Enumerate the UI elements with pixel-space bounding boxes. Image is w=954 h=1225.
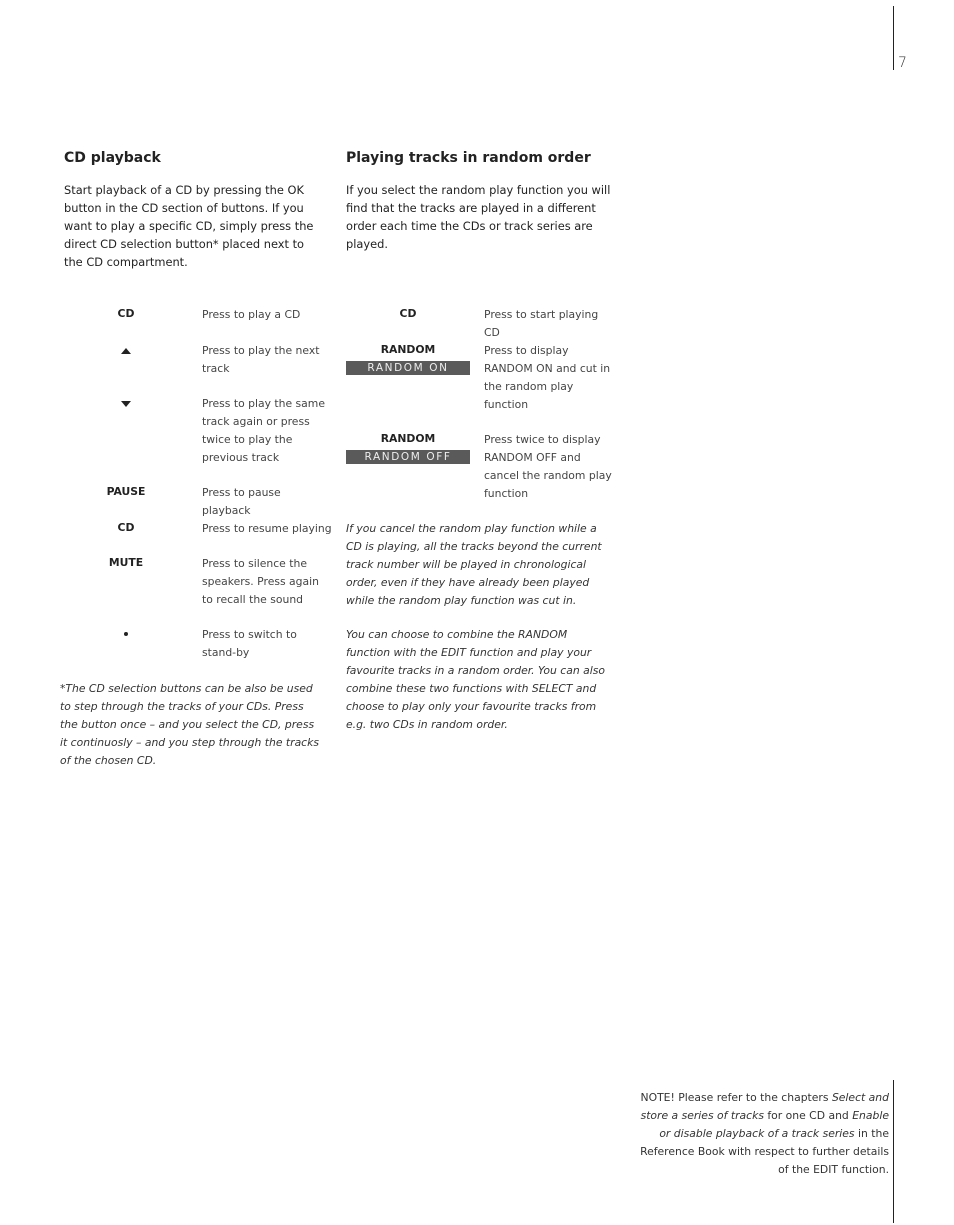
random-edit-note: You can choose to combine the RANDOM function with the EDIT function and play your favourite tracks in a random order. You can also combine these two functions with SELECT and choose to play only your favourite tracks from e.g. two CDs in random order.: [346, 628, 605, 731]
key-random-on: RANDOM: [380, 343, 436, 356]
key-random-off: RANDOM: [380, 432, 436, 445]
key-cd-start: CD: [399, 307, 417, 320]
key-cd: CD: [117, 307, 135, 320]
desc-play-cd: Press to play a CD: [202, 308, 301, 321]
note-chapter-1: Select and store a series of tracks: [640, 1091, 889, 1122]
note-chapter-2: Enable or disable playback of a track series: [659, 1109, 889, 1140]
display-random-on: RANDOM ON: [346, 361, 470, 375]
reference-book-note: [627, 1089, 889, 1179]
random-order-title: Playing tracks in random order: [346, 150, 591, 166]
note-text-2: for one CD and: [763, 1109, 853, 1122]
desc-random-on: Press to display RANDOM ON and cut in the random play function: [484, 344, 611, 411]
desc-resume: Press to resume playing: [202, 522, 332, 535]
note-text-1: NOTE! Please refer to the chapters: [640, 1091, 832, 1104]
cd-playback-title: CD playback: [64, 150, 161, 166]
desc-random-off: Press twice to display RANDOM OFF and cancel the random play function: [484, 433, 612, 500]
bottom-margin-rule: [893, 1080, 894, 1223]
desc-standby: Press to switch to stand-by: [202, 628, 297, 659]
key-cd-resume: CD: [117, 521, 135, 534]
random-order-intro: If you select the random play function you will find that the tracks are played in a different order each time the CDs or track series are played.: [346, 183, 611, 251]
triangle-down-icon: [121, 401, 131, 407]
random-cancel-note: If you cancel the random play function while a CD is playing, all the tracks beyond the current track number will be played in chronological order, even if they have already been played while the random play function was cut in.: [346, 522, 602, 607]
cd-playback-intro: Start playback of a CD by pressing the OK button in the CD section of buttons. If you want to play a specific CD, simply press the direct CD selection button* placed next to the CD compartment.: [64, 183, 314, 269]
dot-icon: [124, 632, 128, 636]
page-number: 7: [898, 55, 907, 71]
key-mute: MUTE: [108, 556, 144, 569]
desc-same-track: Press to play the same track again or press twice to play the previous track: [202, 397, 325, 464]
top-margin-rule: [893, 6, 894, 70]
desc-next-track: Press to play the next track: [202, 344, 320, 375]
display-random-off: RANDOM OFF: [346, 450, 470, 464]
note-text-3: in the Reference Book with respect to further details of the EDIT function.: [640, 1127, 889, 1176]
cd-selection-footnote: *The CD selection buttons can be also be used to step through the tracks of your CDs. Press the button once – and you select the CD, press it continuosly – and you step through the tracks of the chosen CD.: [60, 682, 319, 767]
desc-mute: Press to silence the speakers. Press again to recall the sound: [202, 557, 319, 606]
desc-start-cd: Press to start playing CD: [484, 308, 599, 339]
desc-pause: Press to pause playback: [202, 486, 281, 517]
triangle-up-icon: [121, 348, 131, 354]
key-pause: PAUSE: [106, 485, 146, 498]
